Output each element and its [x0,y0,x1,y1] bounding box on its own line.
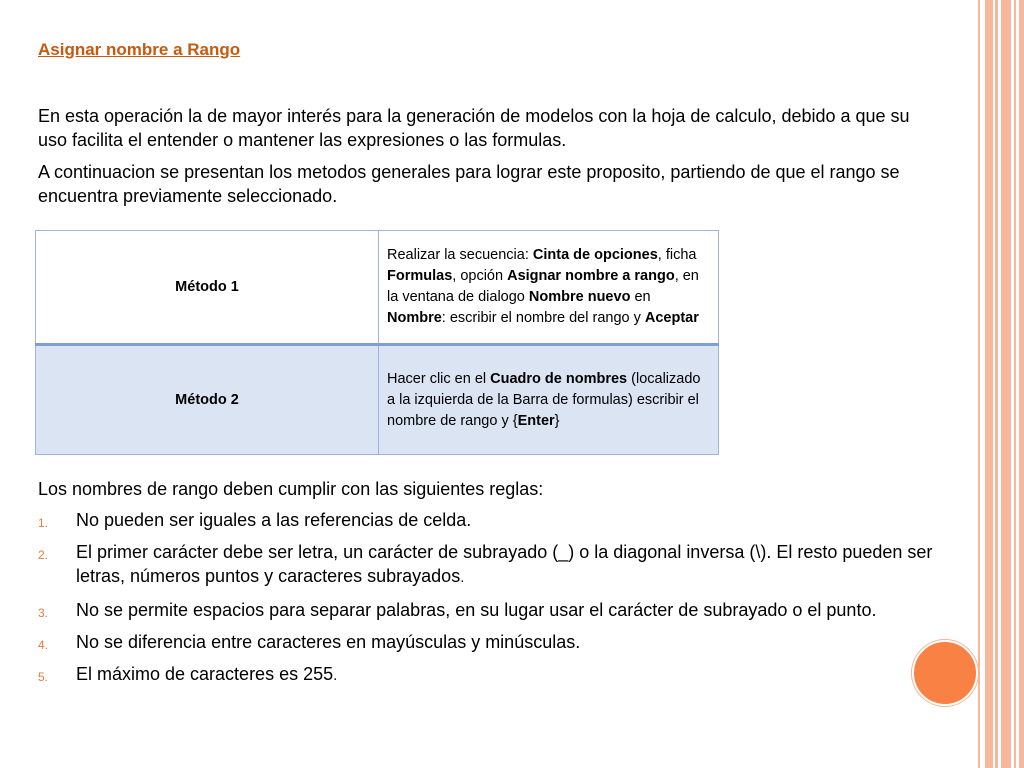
rule-text: No se permite espacios para separar palabras, en su lugar usar el carácter de subrayado o el punto. [76,600,877,620]
method-description [379,345,719,455]
method-description [379,231,719,345]
bold-term: Nombre [387,310,442,326]
method-label: Método 1 [36,231,379,345]
decorative-stripe [985,0,993,768]
list-item [38,630,968,654]
text-run: (localizado a la izquierda de la Barra de formulas) escribir el nombre de rango y { [387,370,701,429]
list-number: 1. [38,516,49,530]
slide-title: Asignar nombre a Rango [38,40,241,59]
list-item [38,540,968,590]
list-number: 2. [38,548,49,562]
method-label: Método 2 [36,345,379,455]
decorative-stripe [1014,0,1016,768]
bold-term: Aceptar [644,310,699,326]
text-run: , opción [452,268,508,284]
text-run: } [554,412,560,429]
list-item [38,662,968,688]
list-item [38,508,968,532]
list-number: 3. [38,606,49,620]
text-run: , en la ventana de dialogo [387,268,699,305]
rule-tail: . [333,667,338,684]
rule-text: El primer carácter debe ser letra, un carácter de subrayado (_) o la diagonal inversa (\). El resto pueden ser letras, números puntos y caracteres subrayados [76,542,933,586]
decorative-stripe [978,0,980,768]
rules-intro: Los nombres de rango deben cumplir con las siguientes reglas: [38,479,544,499]
decorative-stripe [1019,0,1024,768]
text-run: , ficha [657,247,697,263]
bold-term: Formulas [387,268,453,284]
list-item [38,598,968,622]
decorative-stripe [995,0,998,768]
text-run: Realizar la secuencia: [387,247,533,263]
decorative-stripe [1001,0,1011,768]
text-run: : escribir el nombre del rango y [441,310,645,326]
bold-term: Asignar nombre a rango [507,268,675,284]
rule-text: No se diferencia entre caracteres en mayúsculas y minúsculas. [76,632,581,652]
intro-paragraph: En esta operación la de mayor interés para la generación de modelos con la hoja de calculo, debido a que su uso facilita el entender o mantener las expresiones o las formulas. [38,106,910,150]
text-run: en [630,289,651,305]
text-run: Hacer clic en el [387,370,491,387]
list-number: 4. [38,638,49,652]
bold-term: Nombre nuevo [528,289,631,305]
bold-term: Enter [517,412,555,429]
table-row [36,345,719,455]
bold-term: Cuadro de nombres [490,370,628,387]
table-row [36,231,719,345]
rule-tail: . [460,569,465,586]
bold-term: Cinta de opciones [532,247,658,263]
methods-table [35,230,719,455]
rule-text: El máximo de caracteres es 255 [76,664,334,684]
context-paragraph: A continuacion se presentan los metodos generales para lograr este proposito, partiendo de que el rango se encuentra previamente seleccionado. [38,162,900,206]
rules-list [38,508,968,696]
list-number: 5. [38,670,49,684]
rule-text: No pueden ser iguales a las referencias de celda. [76,510,472,530]
